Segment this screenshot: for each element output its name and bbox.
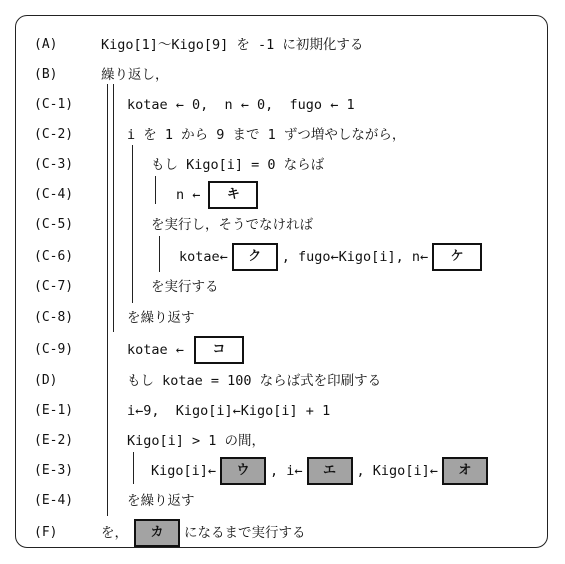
line-label: (D) — [34, 373, 58, 388]
blank-u[interactable]: ウ — [220, 457, 266, 485]
line-c5: を実行し，そうでなければ — [151, 217, 313, 233]
line-label: (E-1) — [34, 403, 74, 418]
line-d: もし kotae = 100 ならば式を印刷する — [127, 373, 382, 389]
loop-c-bar — [132, 145, 133, 303]
line-c6: kotae← ク , fugo←Kigo[i], n← ケ — [179, 247, 486, 267]
line-label: (B) — [34, 67, 58, 82]
line-b: 繰り返し， — [101, 67, 169, 83]
blank-ko[interactable]: コ — [194, 336, 244, 364]
line-label: (C-1) — [34, 97, 74, 112]
line-e2: Kigo[i] > 1 の間， — [127, 433, 266, 449]
line-c2: i を 1 から 9 まで 1 ずつ増やしながら， — [127, 127, 406, 143]
line-c1: kotae ← 0, n ← 0, fugo ← 1 — [127, 97, 355, 113]
line-c8: を繰り返す — [127, 310, 195, 326]
line-e3: Kigo[i]← ウ , i← エ , Kigo[i]← オ — [151, 461, 492, 481]
blank-ki[interactable]: キ — [208, 181, 258, 209]
line-label: (C-7) — [34, 279, 74, 294]
line-c9: kotae ← コ — [127, 340, 248, 360]
line-label: (A) — [34, 37, 58, 52]
line-label: (C-4) — [34, 187, 74, 202]
blank-ke[interactable]: ケ — [432, 243, 482, 271]
line-label: (C-5) — [34, 217, 74, 232]
line-label: (C-8) — [34, 310, 74, 325]
line-label: (C-9) — [34, 342, 74, 357]
else-branch-bar — [159, 236, 160, 272]
loop-b-bar — [113, 84, 114, 332]
outer-loop-bar — [107, 84, 108, 516]
line-f: を， カ になるまで実行する — [101, 523, 306, 543]
line-label: (C-3) — [34, 157, 74, 172]
line-c3: もし Kigo[i] = 0 ならば — [151, 157, 325, 173]
line-label: (C-6) — [34, 249, 74, 264]
loop-e-bar — [133, 452, 134, 484]
blank-ka[interactable]: カ — [134, 519, 180, 547]
line-label: (E-3) — [34, 463, 74, 478]
line-e1: i←9, Kigo[i]←Kigo[i] + 1 — [127, 403, 331, 419]
blank-ku[interactable]: ク — [232, 243, 278, 271]
line-e4: を繰り返す — [127, 493, 195, 509]
line-c4: n ← キ — [176, 185, 262, 205]
line-c7: を実行する — [151, 279, 219, 295]
then-branch-bar — [155, 176, 156, 204]
blank-o[interactable]: オ — [442, 457, 488, 485]
line-label: (E-2) — [34, 433, 74, 448]
line-a: Kigo[1]～Kigo[9] を -1 に初期化する — [101, 37, 364, 53]
line-label: (E-4) — [34, 493, 74, 508]
line-label: (C-2) — [34, 127, 74, 142]
line-label: (F) — [34, 525, 58, 540]
blank-e[interactable]: エ — [307, 457, 353, 485]
